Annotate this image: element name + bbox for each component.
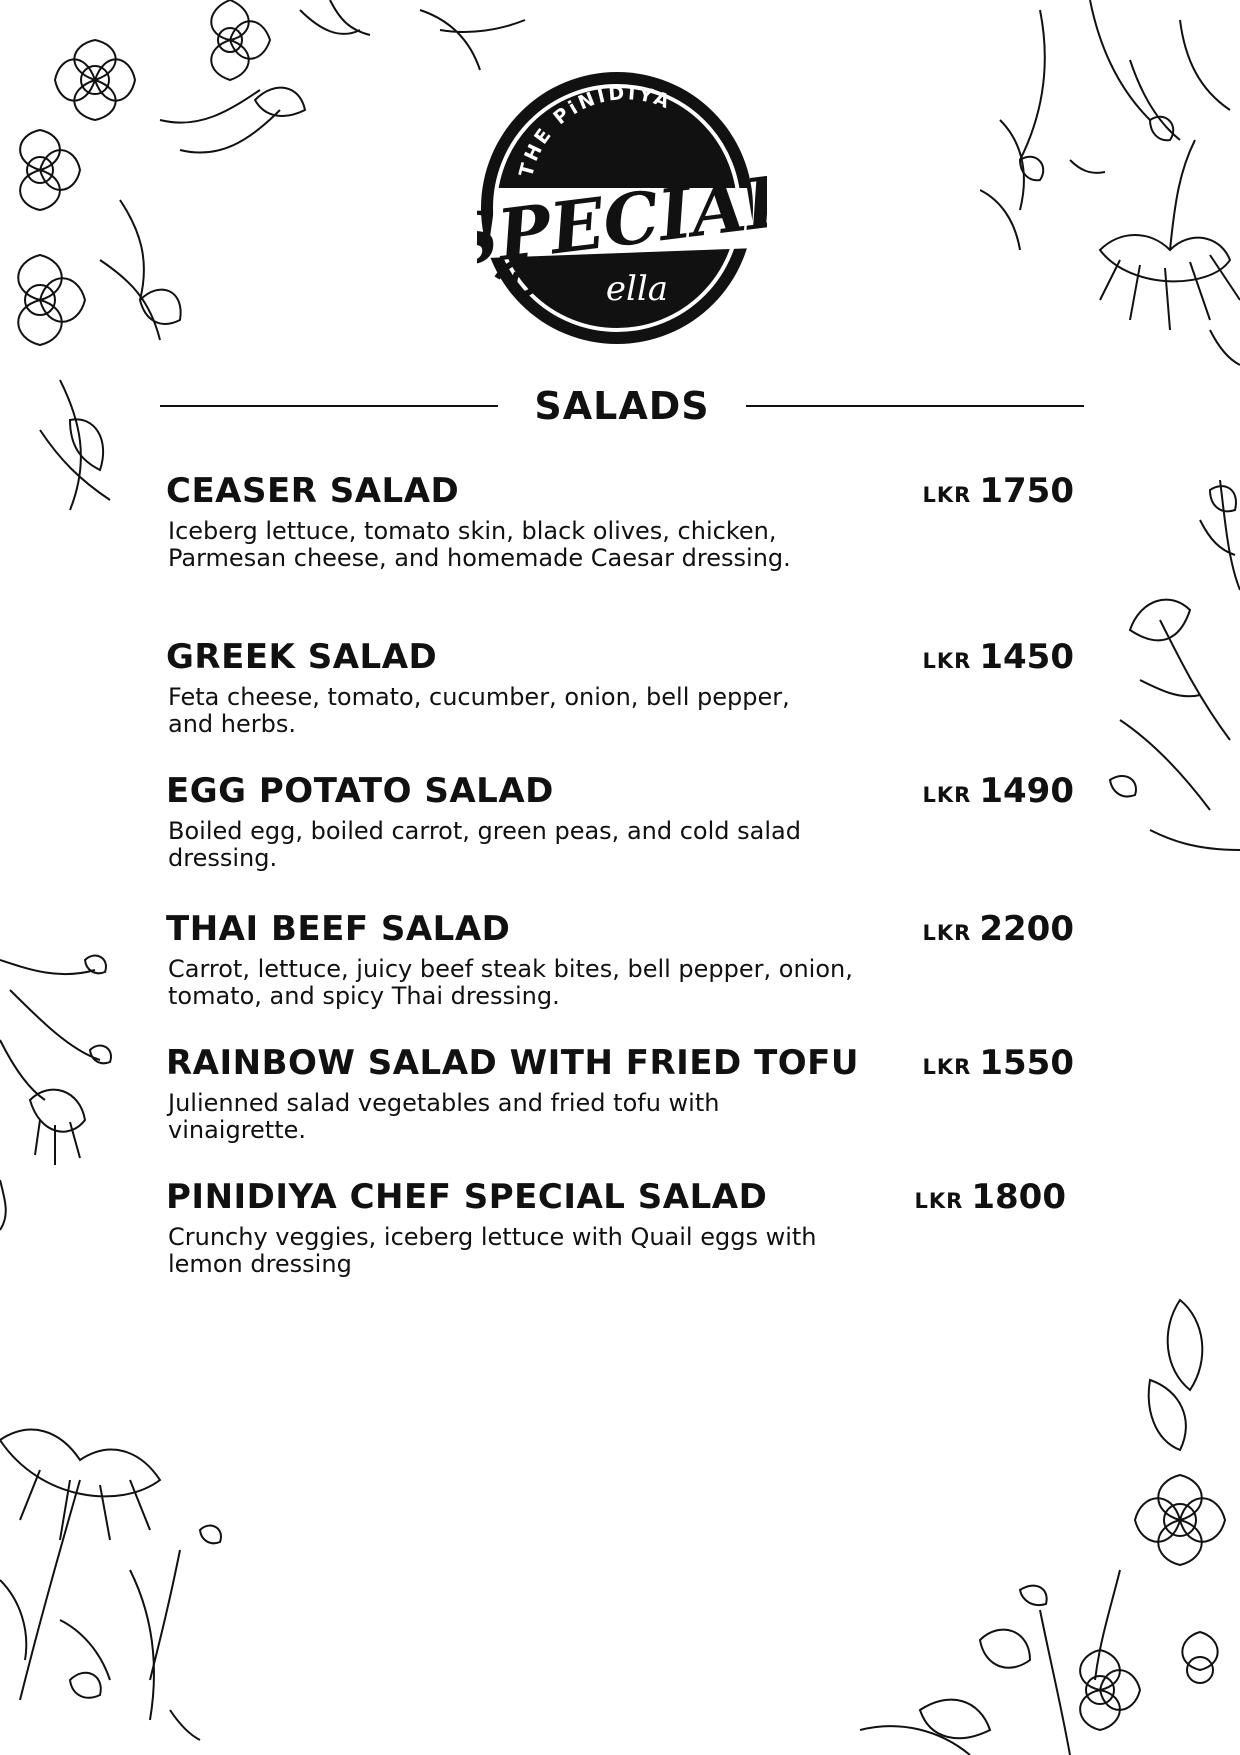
item-name: GREEK SALAD: [166, 637, 438, 677]
price-currency: LKR: [922, 483, 972, 507]
svg-text:ella: ella: [605, 269, 669, 309]
item-price: [923, 470, 1074, 518]
price-value: 1800: [971, 1177, 1066, 1217]
item-description: Carrot, lettuce, juicy beef steak bites, bell pepper, onion, tomato, and spicy Thai dressing.: [168, 955, 853, 1010]
price-value: 1490: [979, 771, 1074, 811]
item-name: RAINBOW SALAD WITH FRIED TOFU: [166, 1043, 860, 1083]
item-description: Feta cheese, tomato, cucumber, onion, bell pepper, and herbs.: [168, 683, 790, 738]
price-currency: LKR: [922, 649, 972, 673]
floral-illustration-left-middle: [0, 940, 120, 1240]
price-currency: LKR: [922, 1055, 972, 1079]
item-price: [923, 770, 1074, 818]
price-value: 2200: [979, 909, 1074, 949]
floral-illustration-bottom-left: [0, 1380, 240, 1755]
price-currency: LKR: [922, 921, 972, 945]
svg-text:SPECIAL: SPECIAL: [477, 158, 767, 283]
price-currency: LKR: [914, 1189, 964, 1213]
item-price: [923, 1042, 1074, 1090]
price-value: 1450: [979, 637, 1074, 677]
price-currency: LKR: [922, 783, 972, 807]
item-price: [923, 636, 1074, 684]
restaurant-logo: [477, 68, 767, 346]
item-name: CEASER SALAD: [166, 471, 460, 511]
item-price: [923, 908, 1074, 956]
item-description: Crunchy veggies, iceberg lettuce with Quail eggs with lemon dressing: [168, 1223, 817, 1278]
item-description: Boiled egg, boiled carrot, green peas, and cold salad dressing.: [168, 817, 801, 872]
item-description: Julienned salad vegetables and fried tofu with vinaigrette.: [168, 1089, 720, 1144]
item-description: Iceberg lettuce, tomato skin, black olives, chicken, Parmesan cheese, and homemade Caesar dressing.: [168, 517, 791, 572]
floral-illustration-right-middle: [1100, 480, 1240, 880]
price-value: 1550: [979, 1043, 1074, 1083]
floral-illustration-bottom-right: [860, 1290, 1240, 1755]
item-price: [915, 1176, 1066, 1224]
section-title: SALADS: [534, 384, 710, 428]
price-value: 1750: [979, 471, 1074, 511]
section-heading: [160, 378, 1084, 438]
heading-rule-left: [160, 405, 498, 407]
svg-text:THE PiNIDIYA: THE PiNIDIYA: [515, 82, 676, 180]
item-name: THAI BEEF SALAD: [166, 909, 511, 949]
item-name: PINIDIYA CHEF SPECIAL SALAD: [166, 1177, 768, 1217]
heading-rule-right: [746, 405, 1084, 407]
item-name: EGG POTATO SALAD: [166, 771, 554, 811]
floral-illustration-top-right: [980, 0, 1240, 420]
